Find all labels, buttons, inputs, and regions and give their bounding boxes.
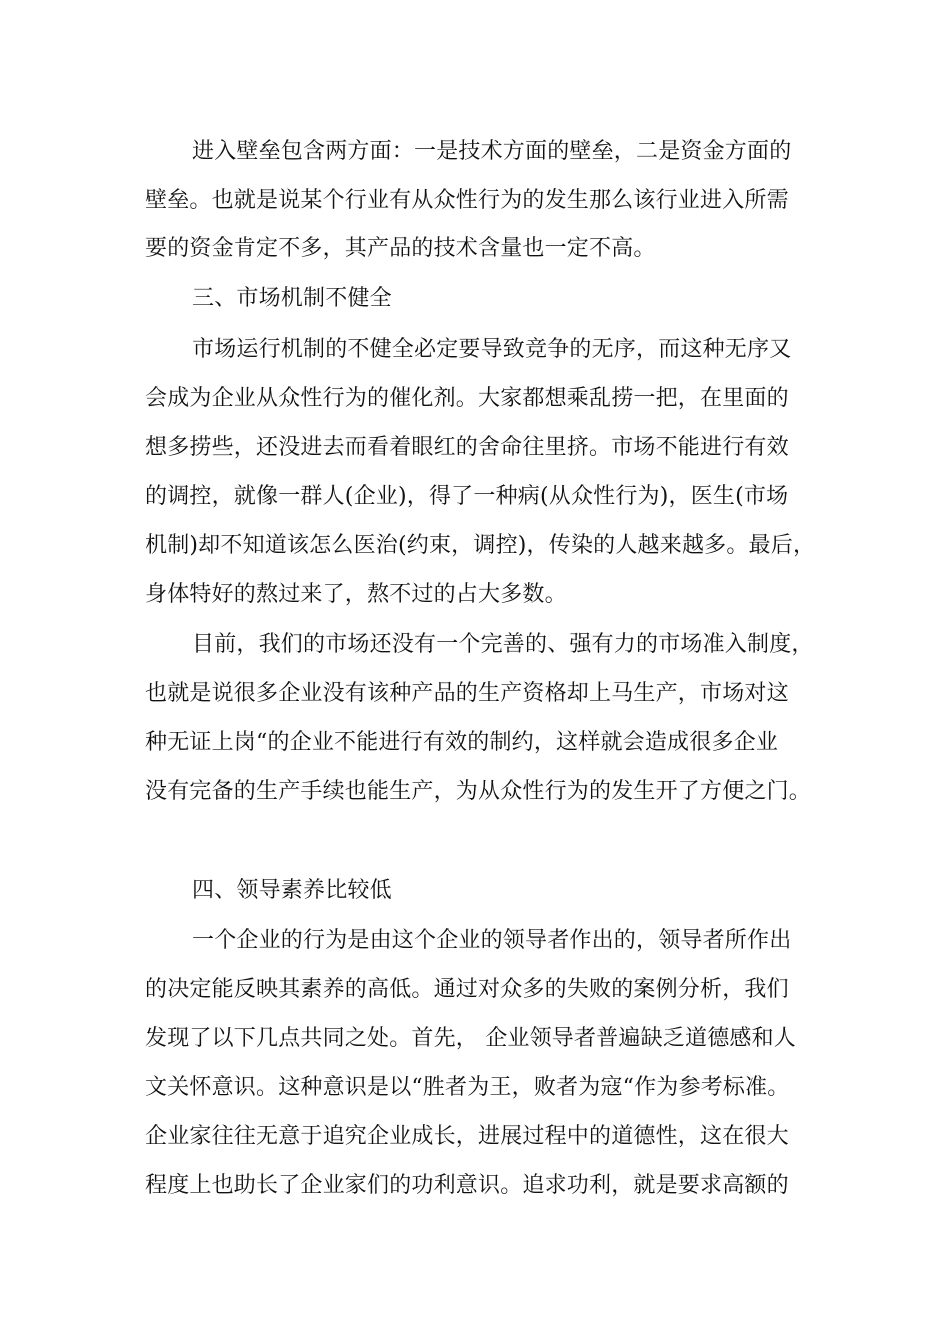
text-line: 一个企业的行为是由这个企业的领导者作出的，领导者所作出 — [192, 928, 792, 953]
text-line: 会成为企业从众性行为的催化剂。大家都想乘乱捞一把，在里面的 — [145, 386, 789, 411]
text-line: 要的资金肯定不多，其产品的技术含量也一定不高。 — [145, 236, 656, 261]
text-line: 没有完备的生产手续也能生产，为从众性行为的发生开了方便之门。 — [145, 779, 812, 804]
text-line: 壁垒。也就是说某个行业有从众性行为的发生那么该行业进入所需 — [145, 188, 789, 213]
text-line: 的决定能反映其素养的高低。通过对众多的失败的案例分析，我们 — [145, 977, 789, 1002]
text-line: 也就是说很多企业没有该种产品的生产资格却上马生产，市场对这 — [145, 681, 789, 706]
text-line: 企业家往往无意于追究企业成长，进展过程中的道德性，这在很大 — [145, 1124, 789, 1149]
text-line: 的调控，就像一群人(企业)，得了一种病(从众性行为)，医生(市场 — [145, 484, 789, 509]
text-line: 种无证上岗“的企业不能进行有效的制约，这样就会造成很多企业 — [145, 730, 779, 755]
text-line: 市场运行机制的不健全必定要导致竞争的无序，而这种无序又 — [192, 337, 792, 362]
text-line: 目前，我们的市场还没有一个完善的、强有力的市场准入制度， — [192, 632, 814, 657]
section-heading-3: 三、市场机制不健全 — [192, 286, 392, 311]
text-line: 程度上也助长了企业家们的功利意识。追求功利，就是要求高额的 — [145, 1173, 789, 1198]
text-line: 发现了以下几点共同之处。首先， 企业领导者普遍缺乏道德感和人 — [145, 1026, 796, 1051]
section-heading-4: 四、领导素养比较低 — [192, 878, 392, 903]
text-line: 想多捞些，还没进去而看着眼红的舍命往里挤。市场不能进行有效 — [145, 435, 789, 460]
text-line: 机制)却不知道该怎么医治(约束，调控)，传染的人越来越多。最后， — [145, 533, 816, 558]
text-line: 身体特好的熬过来了，熬不过的占大多数。 — [145, 582, 567, 607]
text-line: 文关怀意识。这种意识是以“胜者为王，败者为寇“作为参考标准。 — [145, 1075, 790, 1100]
text-line: 进入壁垒包含两方面：一是技术方面的壁垒，二是资金方面的 — [192, 139, 792, 164]
